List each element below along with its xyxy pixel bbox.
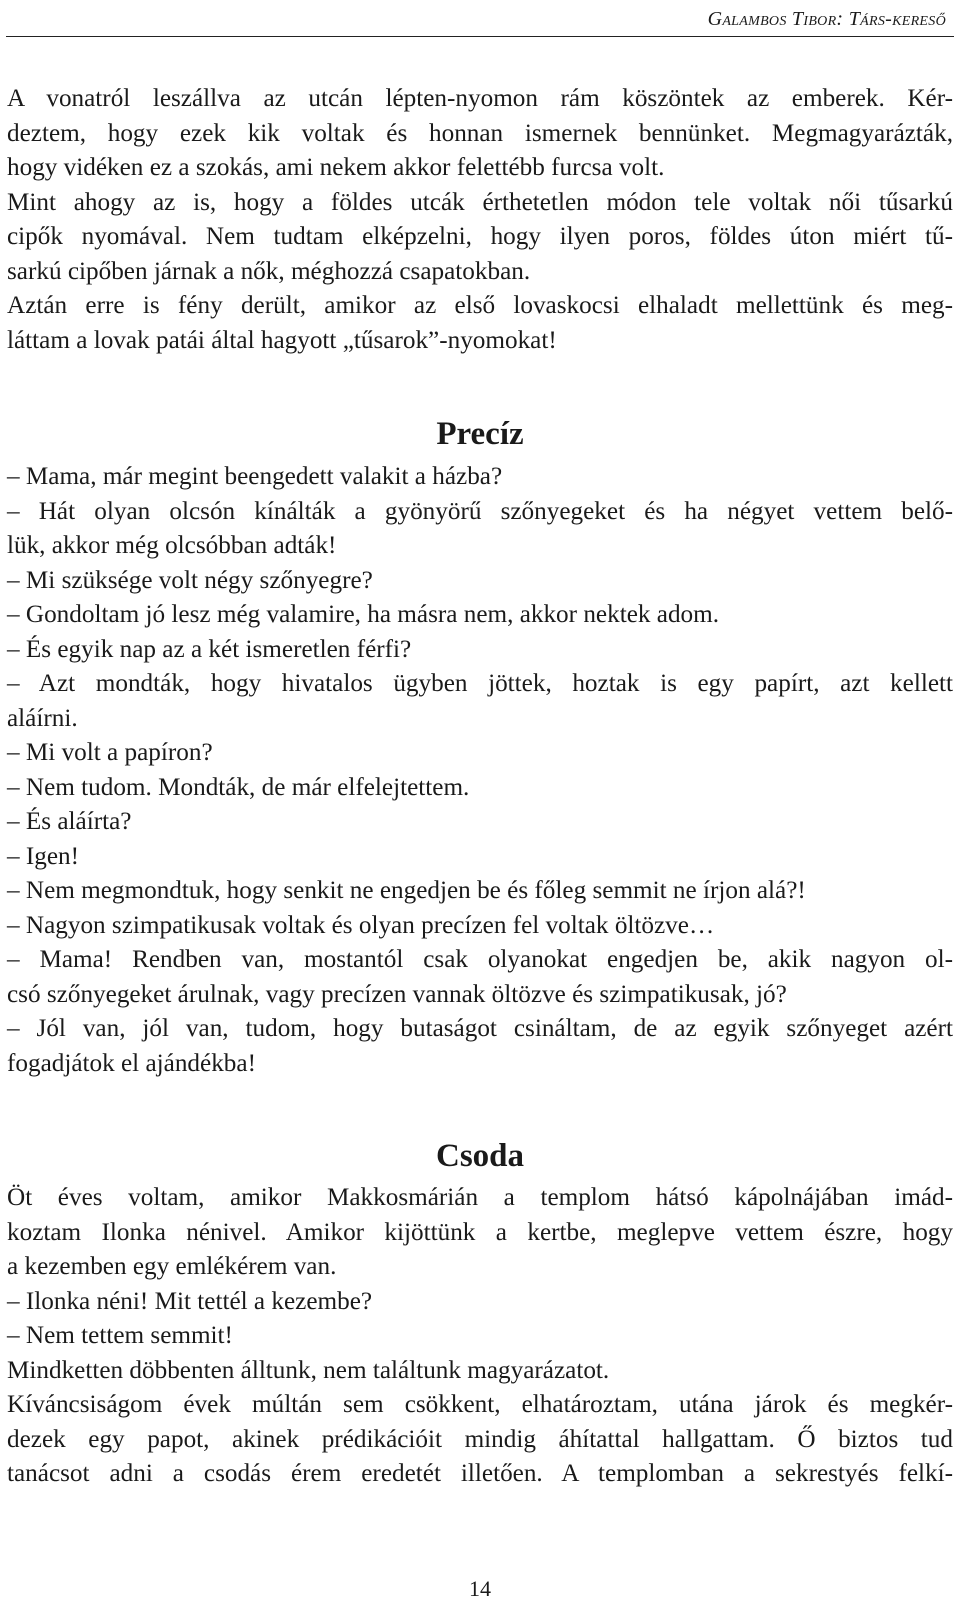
running-header-title: Galambos Tibor: Társ-kereső xyxy=(707,8,946,30)
dialogue-line: – Gondoltam jó lesz még valamire, ha másra nem, akkor nektek adom. xyxy=(7,601,720,628)
text-line: A vonatról leszállva az utcán lépten-nyomon rám köszöntek az emberek. Kér- xyxy=(7,85,953,112)
text-line: koztam Ilonka nénivel. Amikor kijöttünk a kertbe, meglepve vettem észre, hogy xyxy=(7,1218,953,1246)
text-line: Kíváncsiságom évek múltán sem csökkent, elhatároztam, utána járok és megkér- xyxy=(7,1391,953,1418)
dialogue-line: fogadjátok el ajándékba! xyxy=(7,1049,256,1077)
text-line: sarkú cipőben járnak a nők, méghozzá csapatokban. xyxy=(7,257,531,285)
page-number: 14 xyxy=(469,1576,491,1601)
text-line: – Nem tettem semmit! xyxy=(7,1322,233,1349)
text-line: hogy vidéken ez a szokás, ami nekem akkor felettébb furcsa volt. xyxy=(7,154,665,181)
section-3-text xyxy=(7,1181,953,1492)
dialogue-line: – Mi volt a papíron? xyxy=(7,739,213,766)
dialogue-line: – Mi szüksége volt négy szőnyegre? xyxy=(7,566,373,594)
dialogue-line: csó szőnyegeket árulnak, vagy precízen vannak öltözve és szimpatikusak, jó? xyxy=(7,980,787,1008)
dialogue-line: – Hát olyan olcsón kínálták a gyönyörű szőnyegeket és ha négyet vettem belő- xyxy=(7,497,953,525)
text-line: Öt éves voltam, amikor Makkosmárián a templom hátsó kápolnájában imád- xyxy=(7,1184,953,1211)
text-line: cipők nyomával. Nem tudtam elképzelni, hogy ilyen poros, földes úton miért tű- xyxy=(7,223,953,250)
dialogue-line: – Azt mondták, hogy hivatalos ügyben jöttek, hoztak is egy papírt, azt kellett xyxy=(7,670,953,697)
dialogue-line: – Igen! xyxy=(7,842,80,870)
dialogue-line: – És egyik nap az a két ismeretlen férfi? xyxy=(7,635,412,663)
section-1-text xyxy=(7,82,953,358)
dialogue-line: lük, akkor még olcsóbban adták! xyxy=(7,532,337,559)
text-line: Mint ahogy az is, hogy a földes utcák érthetetlen módon tele voltak női tűsarkú xyxy=(7,188,953,216)
dialogue-line: – Jól van, jól van, tudom, hogy butaságot csináltam, de az egyik szőnyeget azért xyxy=(7,1015,953,1042)
dialogue-line: aláírni. xyxy=(7,704,78,732)
text-line: Aztán erre is fény derült, amikor az első lovaskocsi elhaladt mellettünk és meg- xyxy=(7,292,953,319)
dialogue-line: – Mama! Rendben van, mostantól csak olyanokat engedjen be, akik nagyon ol- xyxy=(7,946,953,973)
dialogue-line: – Nem tudom. Mondták, de már elfelejtettem. xyxy=(7,773,470,801)
text-line: Mindketten döbbenten álltunk, nem találtunk magyarázatot. xyxy=(7,1356,610,1384)
text-line: – Ilonka néni! Mit tettél a kezembe? xyxy=(7,1287,373,1315)
running-header xyxy=(6,0,954,37)
section-2-dialogue xyxy=(7,460,953,1081)
dialogue-line: – És aláírta? xyxy=(7,808,132,835)
text-line: láttam a lovak patái által hagyott „tűsarok”-nyomokat! xyxy=(7,326,557,354)
dialogue-line: – Nagyon szimpatikusak voltak és olyan precízen fel voltak öltözve… xyxy=(7,911,715,939)
dialogue-line: – Mama, már megint beengedett valakit a házba? xyxy=(7,463,503,490)
text-line: deztem, hogy ezek kik voltak és honnan ismernek bennünket. Megmagyarázták, xyxy=(7,119,953,147)
dialogue-line: – Nem megmondtuk, hogy senkit ne engedjen be és főleg semmit ne írjon alá?! xyxy=(7,877,806,904)
text-line: a kezemben egy emlékérem van. xyxy=(7,1253,337,1280)
text-line: dezek egy papot, akinek prédikációit mindig áhítattal hallgattam. Ő biztos tud xyxy=(7,1425,953,1453)
section-heading-miracle: Csoda xyxy=(435,1138,525,1174)
text-line: tanácsot adni a csodás érem eredetét illetően. A templomban a sekrestyés felkí- xyxy=(7,1460,953,1487)
section-heading-precise: Precíz xyxy=(436,416,524,452)
